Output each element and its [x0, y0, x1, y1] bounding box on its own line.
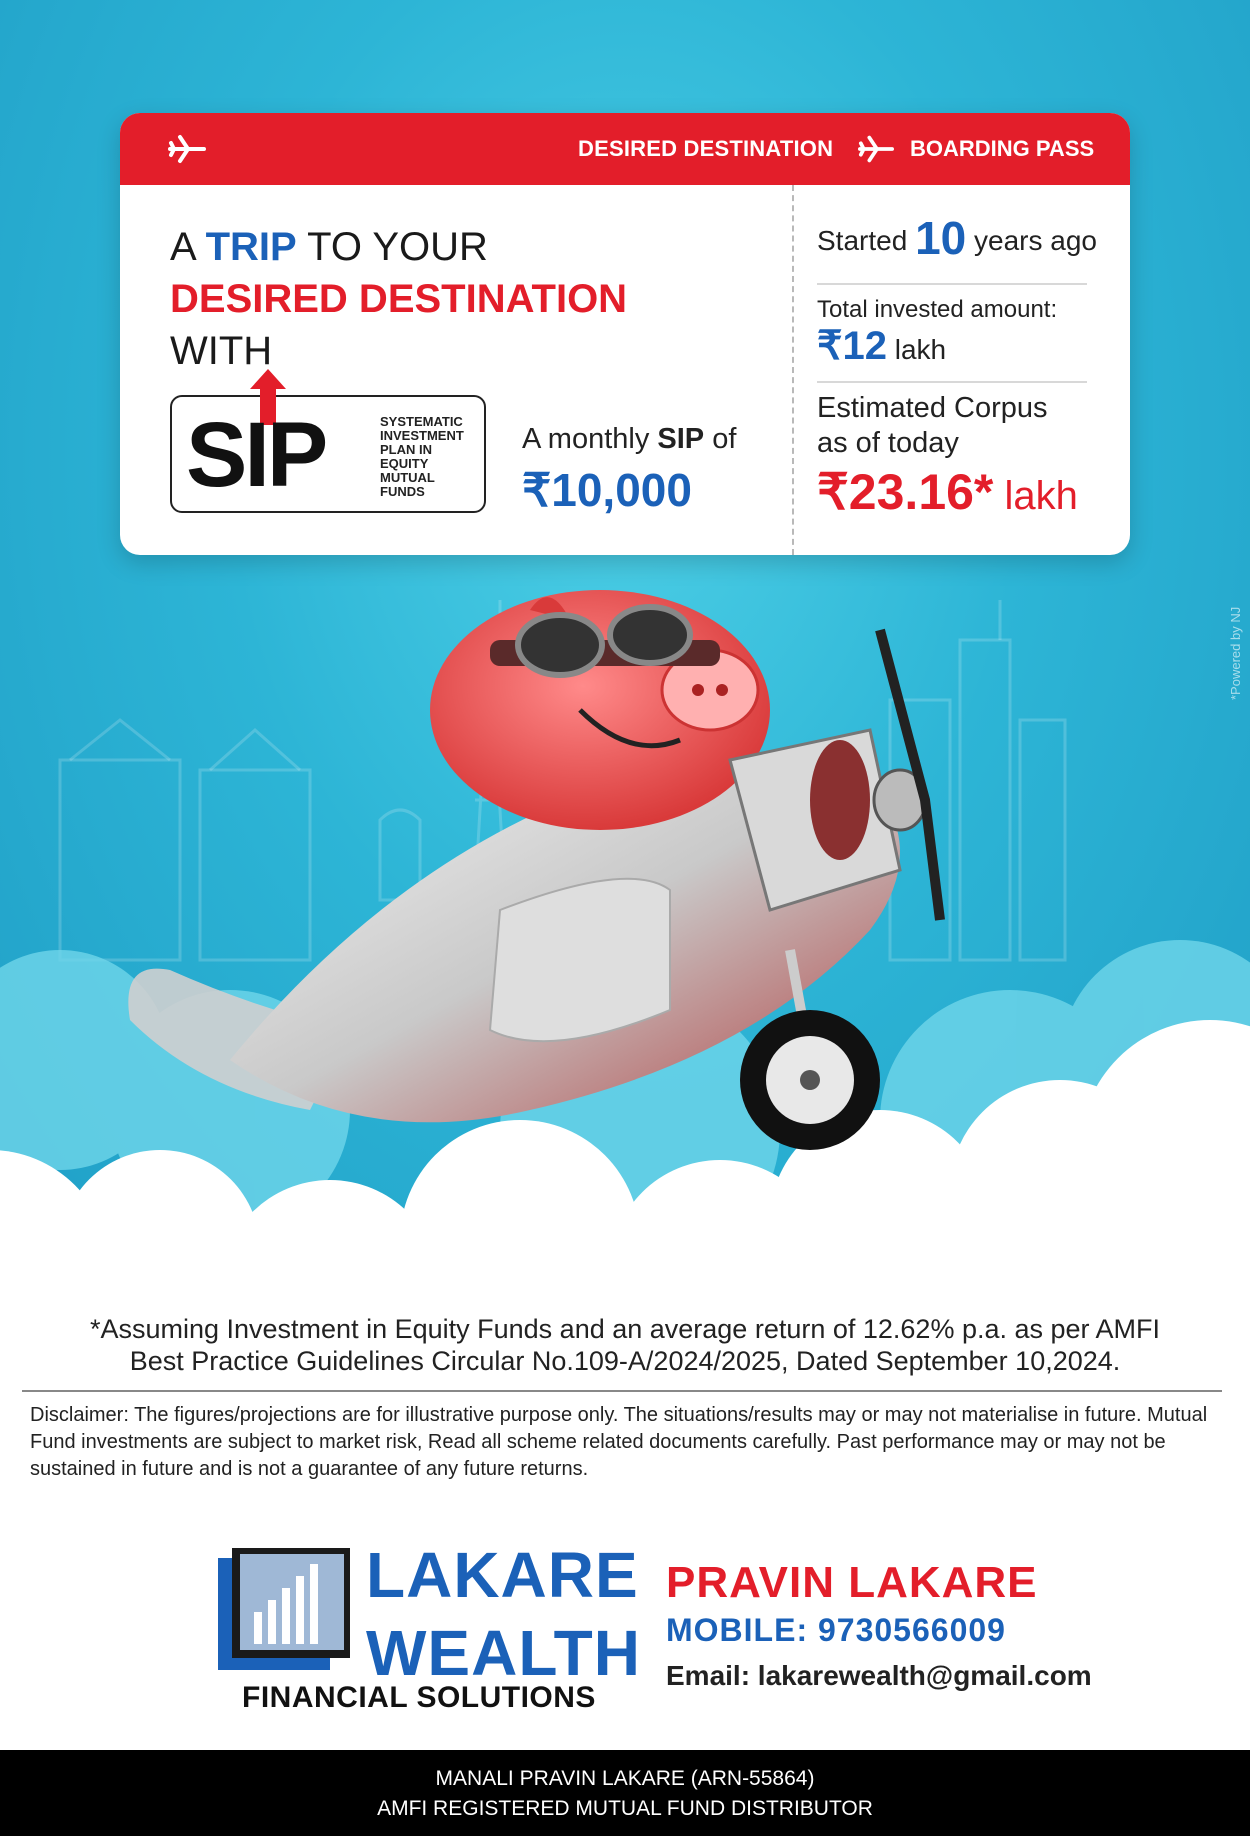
started-suffix: years ago: [966, 225, 1097, 256]
company-name-line1: LAKARE: [366, 1539, 639, 1611]
boarding-pass-card: [120, 113, 1130, 555]
footer-bar: [0, 1750, 1250, 1836]
invested-unit: lakh: [886, 334, 947, 365]
sip-subtitle-line: SYSTEMATIC: [380, 414, 463, 429]
sip-logo-subtitle: [380, 415, 480, 499]
headline-text: A: [170, 225, 206, 269]
monthly-prefix: A monthly: [522, 423, 658, 455]
contact-name: PRAVIN LAKARE: [666, 1558, 1038, 1607]
started-years: [817, 211, 1097, 265]
company-name-line2: WEALTH: [366, 1617, 641, 1689]
corpus-label: [817, 391, 1087, 461]
headline: [170, 221, 627, 377]
contact-mobile[interactable]: MOBILE: 9730566009: [666, 1612, 1006, 1648]
tear-line: [792, 185, 794, 555]
header-destination-label: DESIRED DESTINATION: [578, 136, 834, 161]
card-header: [120, 113, 1130, 185]
headline-with: WITH: [170, 329, 273, 373]
corpus-label-line: Estimated Corpus: [817, 392, 1048, 424]
monthly-sip-amount: ₹10,000: [522, 464, 692, 516]
sip-subtitle-line: FUNDS: [380, 484, 425, 499]
assumption-line: *Assuming Investment in Equity Funds and an average return of 12.62% p.a. as per AMFI: [89, 1314, 1161, 1344]
headline-trip: TRIP: [205, 225, 297, 269]
started-years-value: 10: [915, 212, 967, 264]
powered-by-note: *Powered by NJ: [1228, 606, 1243, 700]
headline-text: TO YOUR: [296, 225, 488, 269]
corpus-amount: [817, 463, 1078, 521]
piggy-plane-illustration: [110, 590, 990, 1180]
company-tagline: FINANCIAL SOLUTIONS: [242, 1681, 596, 1714]
sip-subtitle-line: PLAN IN: [380, 442, 432, 457]
corpus-label-line: as of today: [817, 427, 959, 459]
bar-chart-logo-icon: [218, 1548, 350, 1674]
monthly-suffix: of: [704, 423, 737, 455]
footer-line: AMFI REGISTERED MUTUAL FUND DISTRIBUTOR: [377, 1797, 873, 1820]
footer-line: MANALI PRAVIN LAKARE (ARN-55864): [435, 1767, 815, 1790]
header-pass-label: BOARDING PASS: [910, 136, 1095, 161]
plane-icon: [168, 133, 206, 165]
invested-amount: [817, 323, 946, 369]
headline-destination: DESIRED DESTINATION: [170, 277, 628, 321]
contact-email[interactable]: Email: lakarewealth@gmail.com: [666, 1660, 1092, 1691]
divider: [22, 1390, 1222, 1392]
separator: [817, 381, 1087, 383]
corpus-unit: lakh: [993, 474, 1078, 518]
sip-subtitle-line: EQUITY: [380, 456, 429, 471]
plane-icon: [858, 133, 894, 165]
monthly-sip-word: SIP: [657, 423, 705, 455]
separator: [817, 283, 1087, 285]
sip-logo-text: SIP: [186, 404, 326, 506]
assumption-line: Best Practice Guidelines Circular No.109-A/2024/2025, Dated September 10,2024.: [129, 1346, 1121, 1376]
monthly-sip-label: [522, 423, 736, 456]
sip-subtitle-line: INVESTMENT: [380, 428, 464, 443]
corpus-value: ₹23.16*: [817, 464, 994, 520]
sip-subtitle-line: MUTUAL: [380, 470, 435, 485]
started-prefix: Started: [817, 225, 916, 256]
sip-logo: [170, 395, 486, 513]
assumption-note: [0, 1313, 1250, 1377]
invested-value: ₹12: [817, 324, 887, 368]
invested-label: Total invested amount:: [817, 296, 1058, 323]
disclaimer: Disclaimer: The figures/projections are for illustrative purpose only. The situations/results may or may not materialise in future. Mutual Fund investments are subject to market risk, Read all scheme related documents carefully. Past performance may or may not be sustained in future and is not a guarantee of any future returns.: [30, 1404, 1208, 1480]
